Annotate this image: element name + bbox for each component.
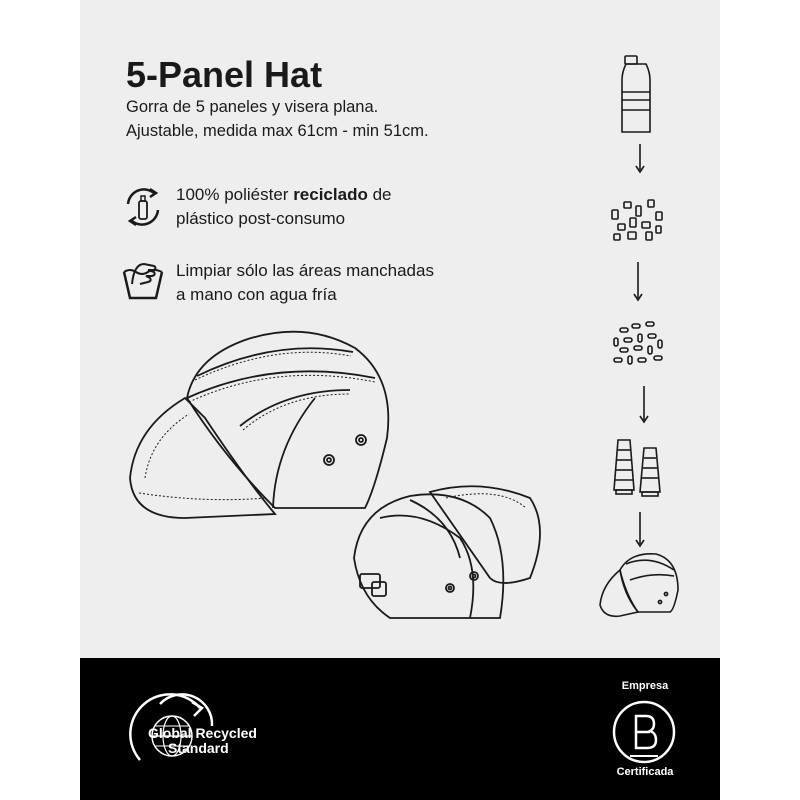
grs-line2: Standard bbox=[168, 740, 229, 756]
bcorp-bottom-label: Certificada bbox=[616, 766, 674, 778]
hand-wash-icon bbox=[120, 258, 166, 302]
pellets-icon bbox=[614, 322, 662, 364]
yarn-spools-icon bbox=[614, 440, 660, 496]
cap-icon bbox=[600, 554, 678, 616]
hat-back-illustration bbox=[350, 478, 550, 628]
flakes-icon bbox=[612, 200, 662, 240]
product-title: 5-Panel Hat bbox=[126, 54, 323, 95]
care-instructions: Limpiar sólo las áreas manchadas a mano con agua fría bbox=[176, 261, 434, 304]
arrow-2 bbox=[634, 262, 642, 300]
grs-line1: Global Recycled bbox=[148, 725, 257, 741]
arrow-3 bbox=[640, 386, 648, 422]
b-corp-logo bbox=[608, 680, 682, 780]
bottle-icon bbox=[622, 56, 650, 132]
recycle-bottle-icon bbox=[120, 184, 166, 230]
b-corp-icon bbox=[610, 698, 678, 766]
recycling-process bbox=[590, 50, 690, 630]
product-description-line2: Ajustable, medida max 61cm - min 51cm. bbox=[126, 122, 429, 140]
product-description-line1: Gorra de 5 paneles y visera plana. bbox=[126, 98, 379, 116]
arrow-4 bbox=[636, 512, 644, 546]
arrow-1 bbox=[636, 144, 644, 172]
recycled-feature: 100% poliéster reciclado de plástico post-consumo bbox=[176, 185, 392, 228]
bcorp-top-label: Empresa bbox=[621, 680, 669, 692]
